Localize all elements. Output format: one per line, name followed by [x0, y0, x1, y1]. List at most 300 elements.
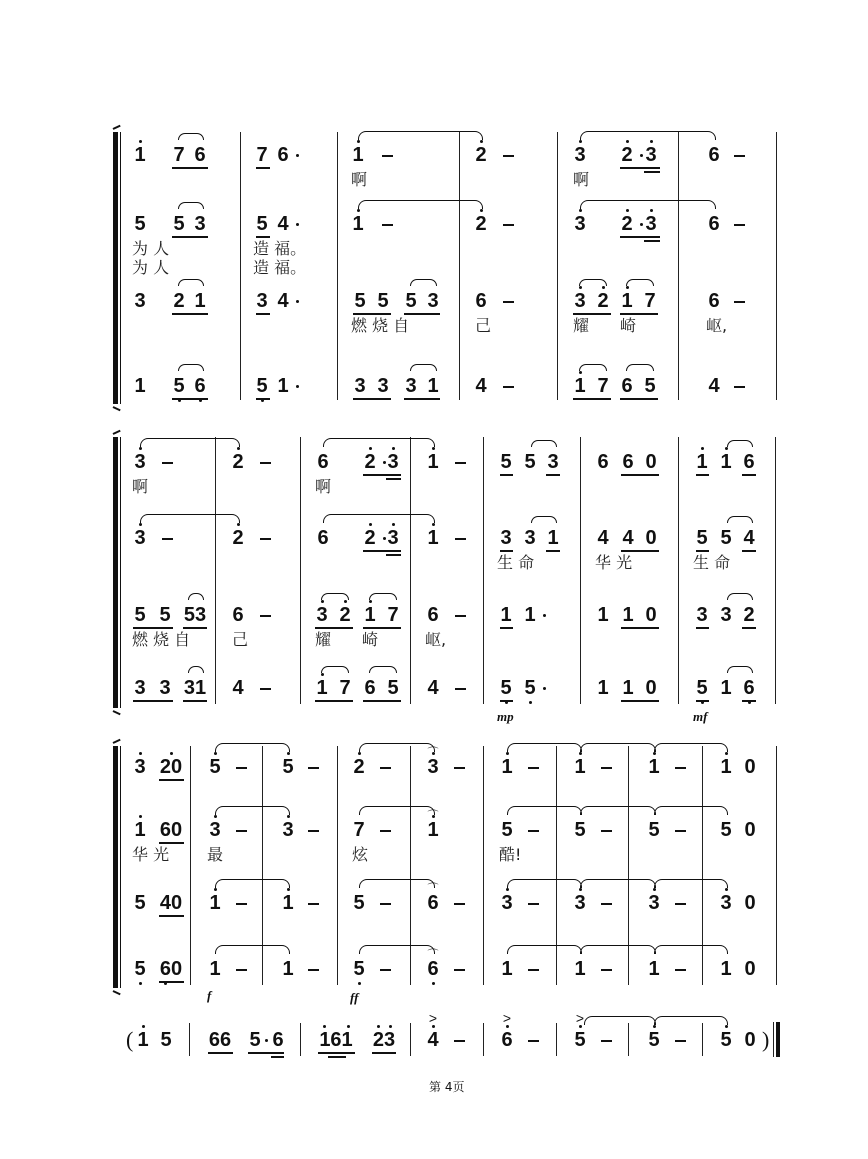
high-octave-dot: [344, 600, 347, 603]
system-bracket-line: [120, 132, 121, 404]
note: 5: [160, 1029, 172, 1051]
beam-underline: [386, 478, 401, 480]
note: 6: [621, 375, 633, 397]
slur-arc: [215, 806, 290, 815]
note: 5: [134, 892, 146, 914]
note: 5: [377, 290, 389, 312]
note: 5: [354, 290, 366, 312]
high-octave-dot: [432, 447, 435, 450]
lyric-text: 燃 烧 自: [132, 630, 191, 649]
beam-underline: [573, 398, 611, 400]
note: 1: [572, 757, 588, 777]
note: 31: [183, 677, 207, 699]
lyric-text: 最: [207, 845, 224, 864]
barline: [483, 437, 484, 704]
note: 1: [648, 958, 660, 980]
note: 3: [405, 375, 417, 397]
beam-underline: [644, 171, 660, 173]
beam-underline: [500, 700, 513, 702]
sustain-dash: [380, 969, 391, 971]
note: 3: [385, 528, 401, 548]
beam-underline: [318, 1052, 355, 1054]
note: 3: [132, 757, 148, 777]
note: 3: [643, 145, 659, 165]
note: 6: [277, 144, 289, 166]
sustain-dash: [601, 903, 612, 905]
sustain-dash: [734, 155, 745, 157]
note: 23: [372, 1030, 396, 1050]
note: 6: [475, 290, 487, 312]
high-octave-dot: [214, 752, 217, 755]
sustain-dash: [503, 155, 514, 157]
sustain-dash: [260, 615, 271, 617]
note: 3 ⌒: [425, 757, 441, 777]
high-octave-dot: [139, 752, 142, 755]
lyric-text: 燃 烧 自: [351, 316, 410, 335]
fermata-mark: ⌒: [427, 810, 439, 822]
barline: [483, 746, 484, 985]
note: 2: [595, 291, 611, 311]
slur-arc: [215, 743, 290, 752]
slur-arc: [369, 593, 397, 600]
beam-underline: [172, 398, 208, 400]
high-octave-dot: [579, 371, 582, 374]
high-octave-dot: [214, 888, 217, 891]
beam-underline: [159, 981, 184, 983]
system-bracket-line: [120, 746, 121, 988]
slur-arc: [358, 200, 483, 209]
beam-underline: [256, 167, 270, 169]
augmentation-dot: [543, 614, 546, 617]
slur-arc: [140, 514, 240, 523]
beam-underline: [248, 1052, 284, 1054]
note: 2: [619, 145, 635, 165]
accent-mark: >: [575, 1010, 585, 1026]
barline: [775, 437, 776, 704]
note: 5: [522, 678, 538, 698]
note: 5: [500, 451, 512, 473]
note: 6: [743, 451, 755, 473]
slur-arc: [178, 133, 204, 140]
sustain-dash: [675, 767, 686, 769]
high-octave-dot: [506, 888, 509, 891]
slur-arc: [580, 200, 716, 209]
slur-arc: [321, 593, 349, 600]
lyric-text: 己: [475, 316, 492, 335]
beam-underline: [696, 700, 709, 702]
note: 5: [718, 1030, 734, 1050]
high-octave-dot: [579, 888, 582, 891]
high-octave-dot: [480, 140, 483, 143]
barline: [678, 437, 679, 704]
note: 0: [744, 819, 756, 841]
note: 1: [597, 677, 609, 699]
sustain-dash: [528, 903, 539, 905]
note: 1: [720, 958, 732, 980]
note: 5: [173, 213, 185, 235]
note: 6 >: [499, 1030, 515, 1050]
note: 3: [132, 452, 148, 472]
note: 3: [385, 452, 401, 472]
beam-underline: [159, 842, 184, 844]
note: 1: [500, 604, 512, 626]
beam-underline: [256, 236, 270, 238]
beam-underline: [172, 313, 208, 315]
beam-underline: [363, 627, 401, 629]
note: 2: [230, 452, 246, 472]
beam-underline: [172, 236, 208, 238]
system-bracket: [113, 746, 118, 988]
note: 3: [572, 893, 588, 913]
final-barline-thick: [776, 1022, 780, 1057]
note: 5: [644, 375, 656, 397]
slur-arc: [654, 806, 728, 815]
low-octave-dot: [529, 701, 532, 704]
slur-arc: [359, 945, 435, 954]
slur-arc: [727, 516, 753, 523]
note: 1: [132, 820, 148, 840]
note: 3: [547, 451, 559, 473]
beam-underline: [183, 700, 207, 702]
sustain-dash: [734, 301, 745, 303]
note: 3: [696, 604, 708, 626]
system-bracket: [113, 132, 118, 404]
note: 1: [718, 757, 734, 777]
sustain-dash: [454, 969, 465, 971]
sustain-dash: [236, 767, 247, 769]
lyric-text: 酷!: [499, 845, 522, 864]
high-octave-dot: [369, 447, 372, 450]
slur-arc: [654, 743, 728, 752]
note: 3: [572, 145, 588, 165]
high-octave-dot: [626, 209, 629, 212]
beam-underline: [696, 627, 709, 629]
note: 7: [387, 604, 399, 626]
note: 4: [475, 375, 487, 397]
note: 1: [499, 757, 515, 777]
high-octave-dot: [170, 752, 173, 755]
beam-underline: [621, 627, 659, 629]
note: 2: [230, 528, 246, 548]
beam-underline: [620, 398, 658, 400]
high-octave-dot: [506, 752, 509, 755]
high-octave-dot: [653, 1025, 656, 1028]
sustain-dash: [308, 767, 319, 769]
high-octave-dot: [392, 523, 395, 526]
note: 3: [134, 677, 146, 699]
slur-arc: [507, 743, 582, 752]
sustain-dash: [601, 969, 612, 971]
sustain-dash: [601, 1040, 612, 1042]
note: 1: [314, 678, 330, 698]
lyric-text: 为 人: [132, 239, 170, 258]
slur-arc: [507, 945, 582, 954]
note: 5: [498, 678, 514, 698]
low-octave-dot: [432, 982, 435, 985]
dynamic-marking: mf: [693, 709, 708, 724]
note: 5: [256, 213, 268, 235]
slur-arc: [188, 666, 204, 673]
note: 3: [643, 214, 659, 234]
note: 3: [718, 893, 734, 913]
sustain-dash: [455, 688, 466, 690]
barline: [776, 746, 777, 985]
sustain-dash: [260, 462, 271, 464]
low-octave-dot: [139, 982, 142, 985]
slur-arc: [727, 593, 753, 600]
slur-arc: [359, 743, 435, 752]
beam-underline: [742, 550, 756, 552]
note: 5: [524, 451, 536, 473]
high-octave-dot: [389, 1025, 392, 1028]
high-octave-dot: [579, 286, 582, 289]
high-octave-dot: [139, 140, 142, 143]
augmentation-dot: [265, 1039, 268, 1042]
slur-arc: [580, 879, 656, 888]
slur-arc: [410, 279, 437, 286]
note: 1: [572, 376, 588, 396]
note: 53: [183, 604, 207, 626]
sustain-dash: [503, 386, 514, 388]
note: 0: [645, 451, 657, 473]
beam-underline: [500, 474, 513, 476]
high-octave-dot: [650, 209, 653, 212]
note: 5: [720, 819, 732, 841]
note: 7: [353, 819, 365, 841]
note: 1: [501, 958, 513, 980]
lyric-text: 为 人: [132, 258, 170, 277]
barline: [300, 437, 301, 704]
note: 5: [646, 1030, 662, 1050]
beam-underline: [404, 398, 440, 400]
note: 40: [159, 892, 183, 914]
slur-arc: [323, 438, 435, 447]
beam-underline: [546, 550, 560, 552]
note: 1: [718, 452, 734, 472]
note: 2: [173, 290, 185, 312]
slur-arc: [727, 440, 753, 447]
note: 1: [646, 757, 662, 777]
barline: [678, 132, 679, 400]
note: 5: [249, 1029, 261, 1051]
high-octave-dot: [653, 888, 656, 891]
high-octave-dot: [142, 1025, 145, 1028]
high-octave-dot: [357, 140, 360, 143]
beam-underline: [372, 1052, 396, 1054]
note: 5: [501, 819, 513, 841]
slur-arc: [140, 438, 240, 447]
high-octave-dot: [287, 752, 290, 755]
slur-arc: [178, 364, 204, 371]
sustain-dash: [380, 903, 391, 905]
note: 1: [277, 375, 289, 397]
note: 5: [254, 376, 270, 396]
augmentation-dot: [543, 687, 546, 690]
note: 5: [387, 677, 399, 699]
augmentation-dot: [296, 385, 299, 388]
note: 4: [622, 527, 634, 549]
barline: [240, 132, 241, 400]
note: 4: [708, 375, 720, 397]
note: 1: [282, 958, 294, 980]
lyric-text: 造 福。: [253, 258, 307, 277]
note: 1: [694, 452, 710, 472]
close-parenthesis: ): [762, 1027, 770, 1052]
note: 2: [362, 452, 378, 472]
note: 3: [499, 893, 515, 913]
note: 0: [744, 756, 756, 778]
note: 5: [694, 678, 710, 698]
beam-underline: [696, 474, 709, 476]
high-octave-dot: [432, 523, 435, 526]
fermata-mark: ⌒: [427, 747, 439, 759]
note: 1: [135, 1030, 151, 1050]
note: 6 ⌒: [425, 893, 441, 913]
note: 3: [500, 527, 512, 549]
slur-arc: [321, 666, 349, 673]
slur-arc: [410, 364, 437, 371]
note: 4: [427, 677, 439, 699]
note: 4: [743, 527, 755, 549]
sustain-dash: [162, 538, 173, 540]
sustain-dash: [454, 767, 465, 769]
sustain-dash: [308, 903, 319, 905]
lyric-text: 啊: [315, 477, 332, 496]
beam-underline: [172, 167, 208, 169]
beam-underline: [742, 700, 756, 702]
lyric-text: 岖,: [706, 316, 728, 335]
note: 4: [232, 677, 244, 699]
sustain-dash: [734, 224, 745, 226]
note: 1: [597, 604, 609, 626]
barline: [459, 132, 460, 400]
sustain-dash: [528, 969, 539, 971]
high-octave-dot: [139, 815, 142, 818]
sustain-dash: [528, 830, 539, 832]
slur-arc: [626, 279, 654, 286]
sustain-dash: [503, 301, 514, 303]
barline: [483, 1023, 484, 1056]
beam-underline: [256, 398, 270, 400]
high-octave-dot: [357, 209, 360, 212]
sustain-dash: [162, 462, 173, 464]
barline: [557, 132, 558, 400]
beam-underline: [620, 313, 658, 315]
beam-underline: [159, 779, 184, 781]
slur-arc: [584, 1016, 656, 1025]
slur-arc: [727, 666, 753, 673]
beam-underline: [696, 550, 709, 552]
note: 3: [377, 375, 389, 397]
dynamic-marking: mp: [497, 709, 514, 724]
sustain-dash: [454, 903, 465, 905]
beam-underline: [133, 627, 173, 629]
high-octave-dot: [237, 523, 240, 526]
system-bracket: [113, 437, 118, 708]
high-octave-dot: [602, 286, 605, 289]
slur-arc: [580, 806, 656, 815]
note: 5: [171, 376, 187, 396]
note: 4 >: [425, 1030, 441, 1050]
note: 5 >: [572, 1030, 588, 1050]
lyric-text: 啊: [351, 170, 368, 189]
note: 1: [547, 527, 559, 549]
note: 3: [194, 213, 206, 235]
sustain-dash: [601, 767, 612, 769]
augmentation-dot: [296, 223, 299, 226]
note: 5: [280, 757, 296, 777]
note: 2: [337, 605, 353, 625]
note: 6: [708, 213, 720, 235]
lyric-text: 生 命: [693, 553, 731, 572]
note: 2: [473, 145, 489, 165]
slur-arc: [579, 364, 607, 371]
slur-arc: [579, 279, 607, 286]
note: 6: [597, 451, 609, 473]
note: 3: [572, 214, 588, 234]
lyric-text: 啊: [132, 477, 149, 496]
sustain-dash: [236, 969, 247, 971]
note: 1: [134, 375, 146, 397]
high-octave-dot: [358, 752, 361, 755]
slur-arc: [580, 945, 656, 954]
beam-underline: [353, 313, 391, 315]
slur-arc: [359, 806, 435, 815]
high-octave-dot: [347, 1025, 350, 1028]
beam-underline: [315, 700, 353, 702]
beam-underline: [315, 627, 353, 629]
note: 5: [351, 959, 367, 979]
barline: [337, 132, 338, 400]
sustain-dash: [455, 462, 466, 464]
note: 5: [353, 892, 365, 914]
beam-underline: [328, 1056, 346, 1058]
note: 1: [209, 958, 221, 980]
slur-arc: [654, 1016, 728, 1025]
sustain-dash: [455, 538, 466, 540]
page-number: 第 4页: [429, 1080, 465, 1094]
note: 1: [194, 290, 206, 312]
slur-arc: [626, 364, 654, 371]
sustain-dash: [236, 830, 247, 832]
high-octave-dot: [214, 815, 217, 818]
sustain-dash: [380, 830, 391, 832]
note: 3: [314, 605, 330, 625]
high-octave-dot: [725, 888, 728, 891]
dynamic-marking: f: [207, 988, 212, 1003]
sustain-dash: [455, 615, 466, 617]
sustain-dash: [382, 155, 393, 157]
note: 4: [277, 213, 289, 235]
high-octave-dot: [237, 447, 240, 450]
note: 0: [744, 892, 756, 914]
sustain-dash: [236, 903, 247, 905]
high-octave-dot: [626, 140, 629, 143]
sustain-dash: [734, 386, 745, 388]
beam-underline: [546, 474, 560, 476]
fermata-mark: ⌒: [427, 949, 439, 961]
note: 1: [362, 605, 378, 625]
note: 66: [208, 1029, 232, 1051]
high-octave-dot: [323, 1025, 326, 1028]
low-octave-dot: [358, 982, 361, 985]
note: 5: [134, 213, 146, 235]
lyric-text: 耀: [573, 316, 590, 335]
sustain-dash: [675, 969, 686, 971]
high-octave-dot: [725, 447, 728, 450]
note: 3: [280, 820, 296, 840]
barline: [556, 1023, 557, 1056]
